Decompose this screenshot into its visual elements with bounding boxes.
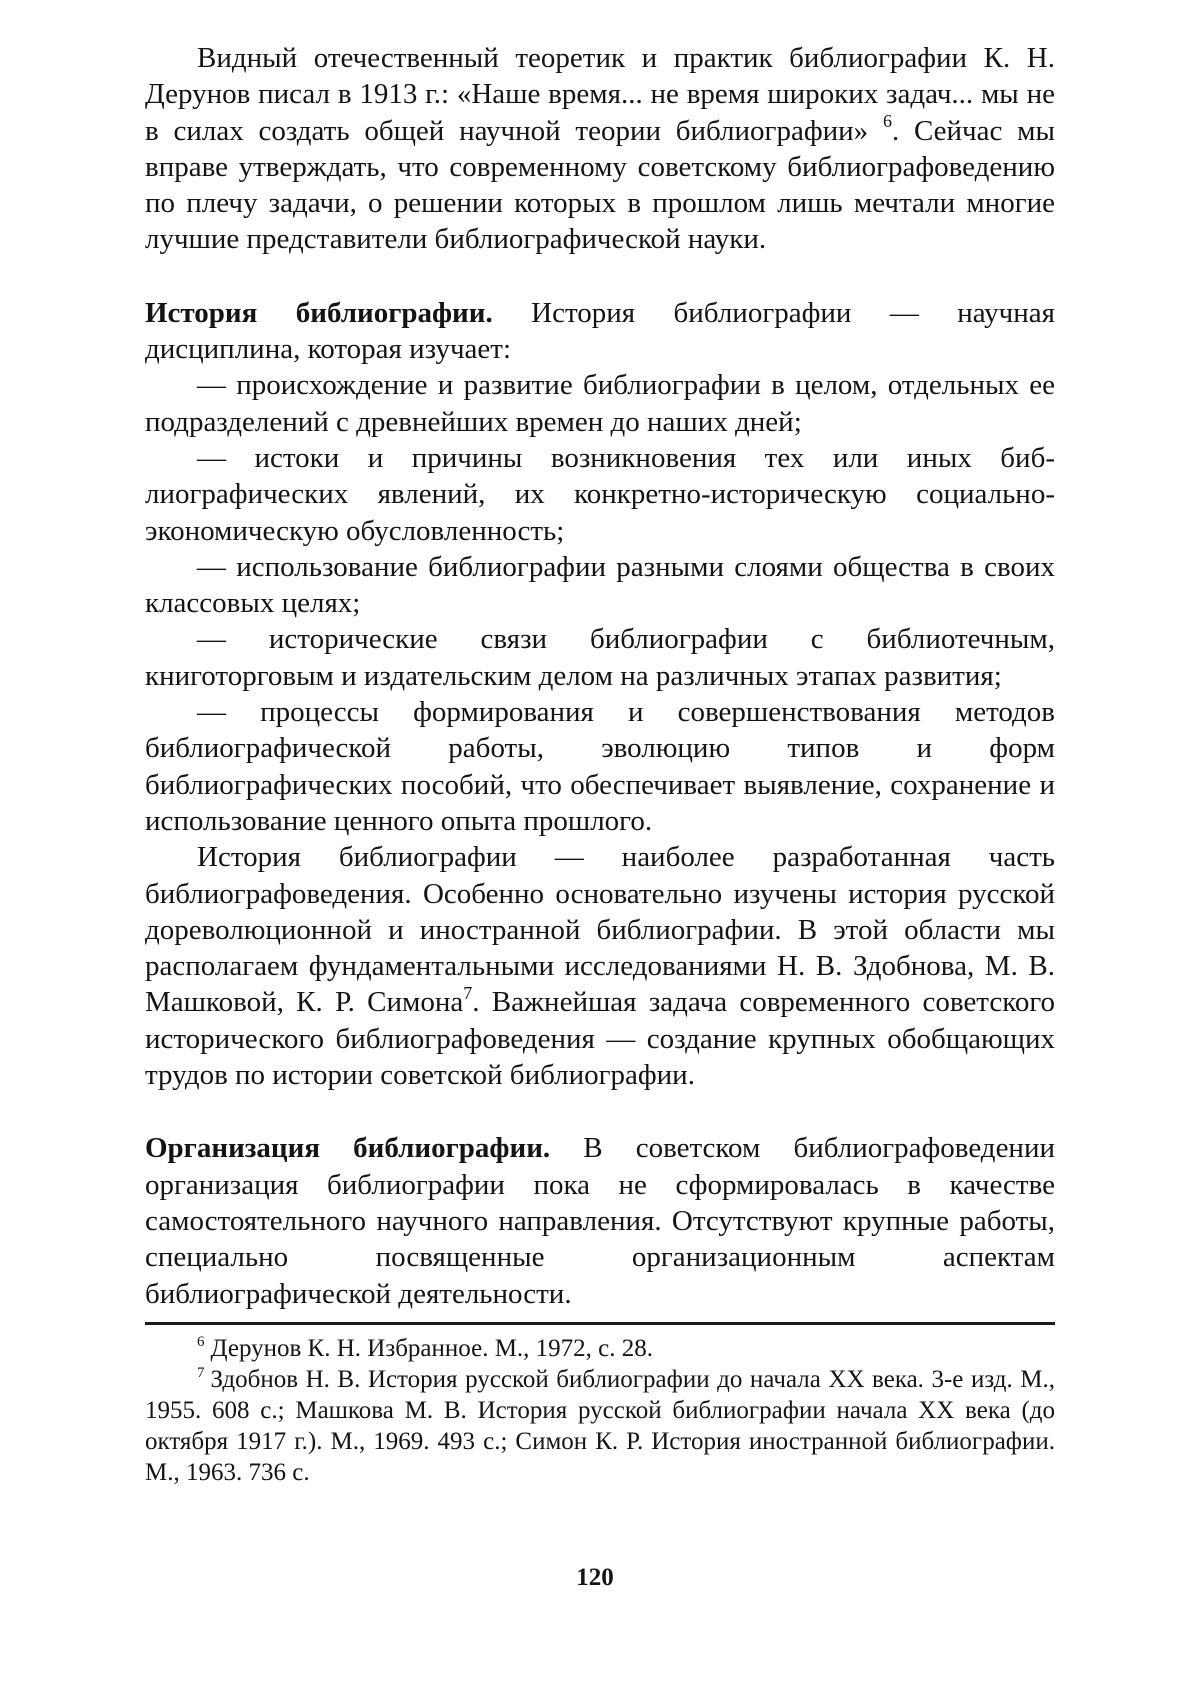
organization-paragraph (145, 1130, 1055, 1311)
intro-text-start: Видный отечественный теоретик и практик библиографии К. Н. Дерунов писал в 1913 г.: «Наше время... не время широких задач... мы не в силах создать общей научной теории библиографии» (145, 42, 1055, 147)
history-list-item-2: — истоки и причины возникновения тех или иных библиографических явлений, их конкретно-историческую социально-экономическую обусловленность; (145, 441, 1055, 547)
history-lead-paragraph (145, 295, 1055, 368)
history-list-item-3: — использование библиографии разными слоями общества в своих классовых целях; (145, 550, 1055, 620)
footnotes-block (145, 1333, 1055, 1488)
footnote-ref-6[interactable]: 6 (882, 110, 892, 131)
footnote-ref-7[interactable]: 7 (463, 982, 473, 1003)
footnote-6 (145, 1333, 1055, 1364)
history-followup-start: История библиографии — наиболее разработанная часть библиографоведения. Особенно основательно изучены история русской дореволюционной и иностранной библиографии. В этой области мы располагаем фундаментальными исследованиями Н. В. Здобнова, М. В. Машковой, К. Р. Симона (145, 841, 1055, 1019)
history-list-item-1: — происхождение и развитие библиографии в целом, отдельных ее подразделений с древнейших времен до наших дней; (145, 369, 1055, 438)
footnote-7 (145, 1364, 1055, 1488)
page-body (145, 40, 1055, 1488)
history-followup-paragraph (145, 839, 1055, 1093)
organization-text: В советском библиографоведении организация библиографии пока не сформировалась в качестве самостоятельного научного направления. Отсутствуют крупные работы, специально посвященные организационным аспектам библиографической деятельности. (145, 1132, 1055, 1310)
page-number: 120 (576, 1564, 614, 1591)
history-list-item-5: — процессы формирования и совершенствования методов библиографической работы, эволюцию типов и форм библиографических пособий, что обеспечивает выявление, сохранение и использование ценного опыта прошлого. (145, 696, 1055, 837)
intro-text-end: . Сейчас мы вправе утверждать, что современному советскому библиографоведению по плечу задачи, о решении которых в прошлом лишь мечтали многие лучшие представители библиографической науки. (145, 114, 1055, 256)
section-heading-history: История библиографии. (145, 296, 493, 329)
footnote-divider (145, 1322, 1055, 1325)
footnote-text: Здобнов Н. В. История русской библиографии до начала XX века. 3-е изд. М., 1955. 608 с.; Машкова М. В. История русской библиографии начала XX века (до октября 1917 г.). М., 1969. 493 с.; Симон К. Р. История иностранной библиографии. М., 1963. 736 с. (145, 1365, 1055, 1486)
history-lead-text: История библиографии — научная дисциплина, которая изучает: (145, 296, 1055, 366)
footnote-number: 7 (197, 1365, 205, 1382)
history-list-item-4: — исторические связи библиографии с библиотечным, книготорговым и издательским делом на различных этапах развития; (145, 623, 1055, 692)
footnote-text: Дерунов К. Н. Избранное. М., 1972, с. 28. (210, 1334, 654, 1362)
history-followup-end: . Важнейшая задача современного советского исторического библиографоведения — создание крупных обобщающих трудов по истории советской библиографии. (145, 986, 1055, 1092)
intro-paragraph (145, 40, 1055, 258)
footnote-number: 6 (197, 1334, 205, 1351)
section-heading-organization: Организация библиографии. (145, 1132, 551, 1165)
